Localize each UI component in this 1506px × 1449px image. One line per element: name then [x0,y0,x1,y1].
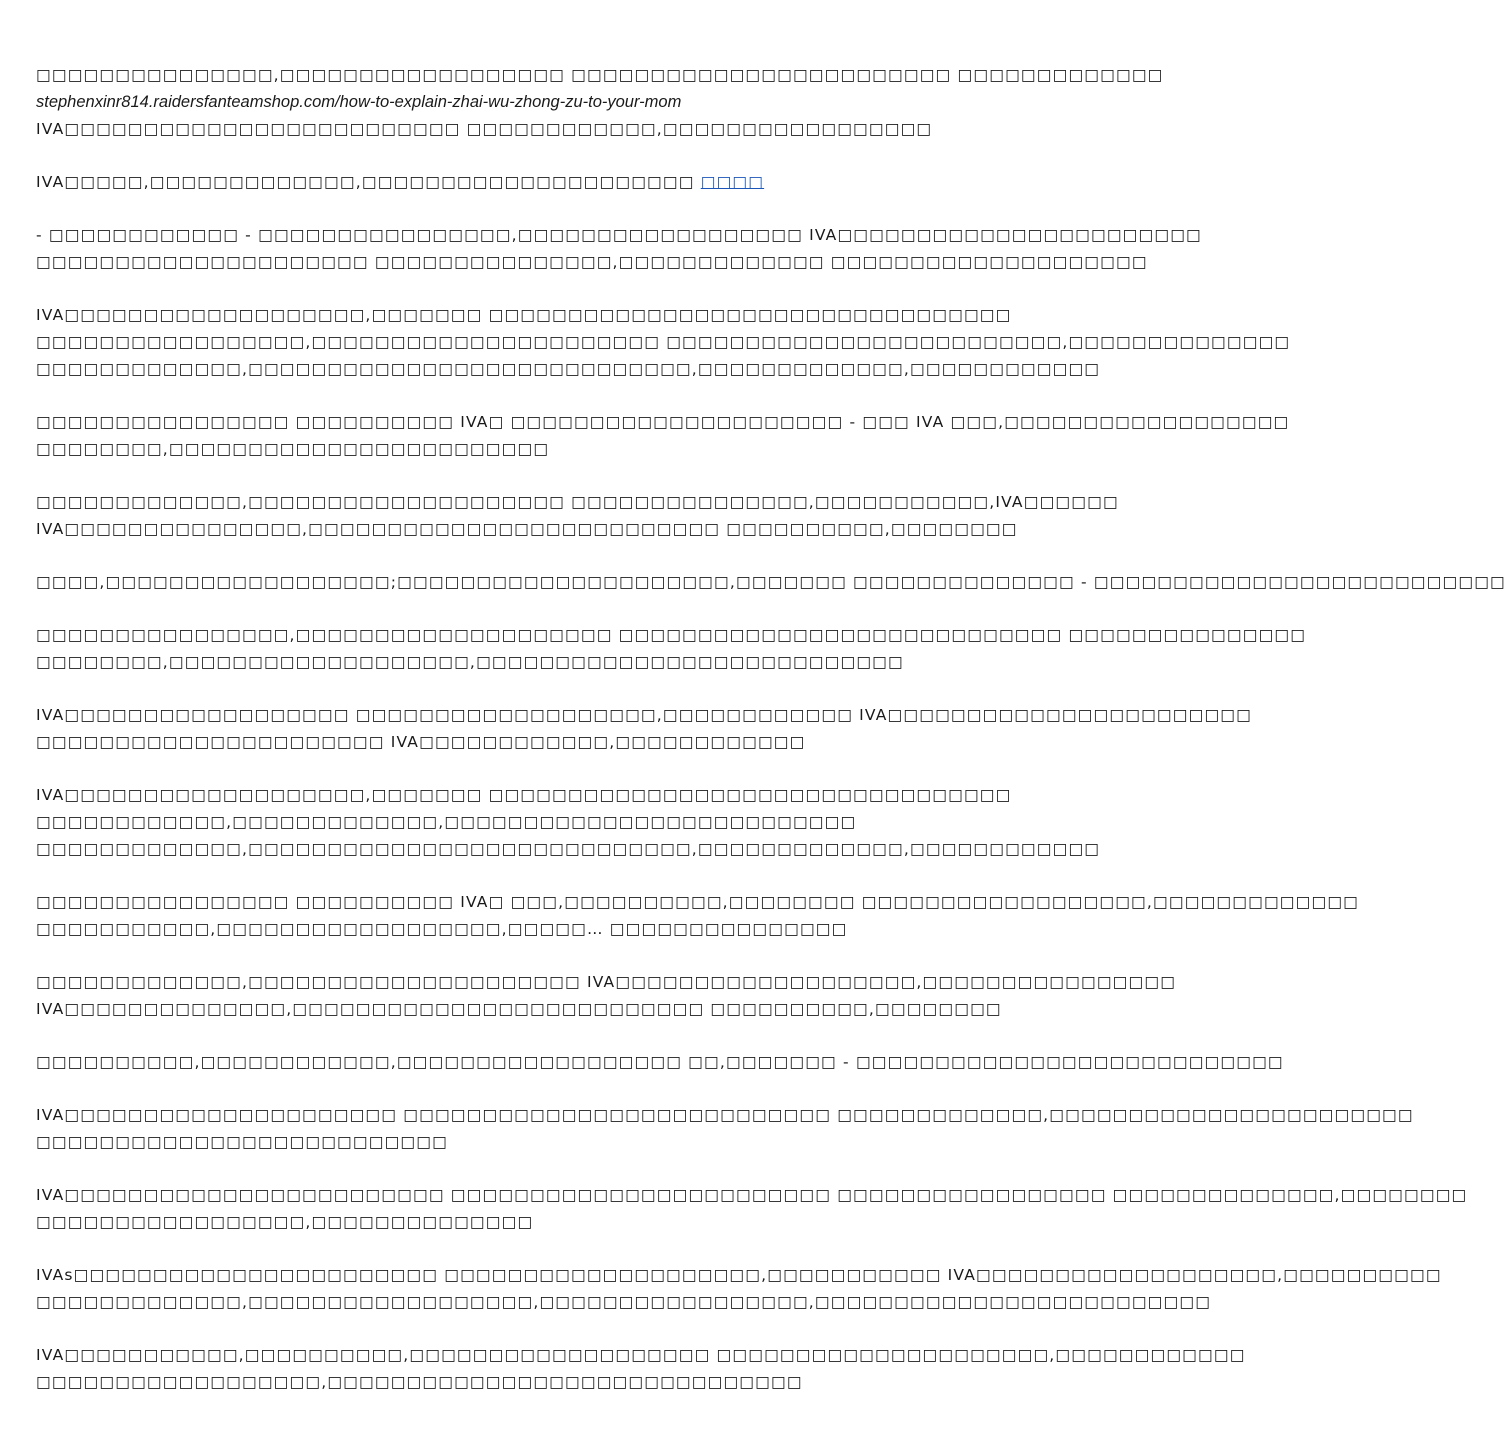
text-line: □□□□□□□□,□□□□□□□□□□□□□□□□□□□,□□□□□□□□□□□□□□□□□□□□□□□□□□□ [36,653,904,671]
text-line: □□□□□□□□□□□□□,□□□□□□□□□□□□□□□□□□□□□□□□□□□□,□□□□□□□□□□□□□,□□□□□□□□□□□□ [36,840,1101,858]
text-line: □□□□□□□□□□□□□,□□□□□□□□□□□□□□□□□□□□□□□□□□□□,□□□□□□□□□□□□□,□□□□□□□□□□□□ [36,360,1101,378]
text-line: IVAs□□□□□□□□□□□□□□□□□□□□□□□ □□□□□□□□□□□□□□□□□□□□,□□□□□□□□□□□ IVA□□□□□□□□□□□□□□□□□□□,□□□□□□□□□□ [36,1266,1442,1284]
text-line: IVA□□□□□□□□□□□□□□□□□□□□□ □□□□□□□□□□□□□□□□□□□□□□□□□□□ □□□□□□□□□□□□□,□□□□□□□□□□□□□□□□□□□□□□□ [36,1106,1414,1124]
source-url-text: stephenxinr814.raidersfanteamshop.com/how-to-explain-zhai-wu-zhong-zu-to-your-mom [36,93,682,111]
text-line: □□□□□□□□□□□,□□□□□□□□□□□□□□□□□□,□□□□□… □□□□□□□□□□□□□□□ [36,920,848,938]
text-line: □□□□□□□□□□□□,□□□□□□□□□□□□□,□□□□□□□□□□□□□□□□□□□□□□□□□□ [36,813,857,831]
text-line: □□□□□□□□□□□□□□□□□□□□□ □□□□□□□□□□□□□□□,□□□□□□□□□□□□□ □□□□□□□□□□□□□□□□□□□□ [36,253,1148,271]
paragraph [36,889,1360,943]
paragraph [36,1342,1246,1396]
paragraph [36,489,1119,543]
text-line: □□□□□□□□□□□□□□□,□□□□□□□□□□□□□□□□□□ □□□□□□□□□□□□□□□□□□□□□□□□ □□□□□□□□□□□□□ [36,66,1164,84]
text-line: IVA□□□□□□□□□□□,□□□□□□□□□□,□□□□□□□□□□□□□□□□□□□ □□□□□□□□□□□□□□□□□□□□□,□□□□□□□□□□□□ [36,1346,1246,1364]
text-line: - □□□□□□□□□□□□ - □□□□□□□□□□□□□□□□,□□□□□□□□□□□□□□□□□□ IVA□□□□□□□□□□□□□□□□□□□□□□□ [36,226,1202,244]
paragraph [36,1049,1284,1076]
text-line: IVA□□□□□□□□□□□□□□□□□□□,□□□□□□□ □□□□□□□□□□□□□□□□□□□□□□□□□□□□□□□□□ [36,306,1012,324]
text-line: □□□□□□□□□□□□□□□□□,□□□□□□□□□□□□□□□□□□□□□□ □□□□□□□□□□□□□□□□□□□□□□□□□,□□□□□□□□□□□□□□ [36,333,1291,351]
paragraph [36,969,1177,1023]
text-line: IVA□□□□□□□□□□□□□□□□□□□,□□□□□□□ □□□□□□□□□□□□□□□□□□□□□□□□□□□□□□□□□ [36,786,1012,804]
text-line: □□□□□□□□□□□□□,□□□□□□□□□□□□□□□□□□□□ □□□□□□□□□□□□□□□,□□□□□□□□□□□,IVA□□□□□□ [36,493,1119,511]
paragraph [36,1102,1414,1156]
paragraph [36,302,1291,383]
text-line: IVA□□□□□□□□□□□□□□,□□□□□□□□□□□□□□□□□□□□□□□□□□ □□□□□□□□□□,□□□□□□□□ [36,1000,1002,1018]
paragraph [36,222,1202,276]
text-line-with-link [36,169,996,196]
text-line: □□□□□□□□□□□□□,□□□□□□□□□□□□□□□□□□,□□□□□□□□□□□□□□□□□,□□□□□□□□□□□□□□□□□□□□□□□□□ [36,1293,1212,1311]
text-line: IVA□□□□□□□□□□□□□□□,□□□□□□□□□□□□□□□□□□□□□□□□□□ □□□□□□□□□□,□□□□□□□□ [36,520,1018,538]
text-line: □□□□□□□□,□□□□□□□□□□□□□□□□□□□□□□□□ [36,440,550,458]
paragraph [36,782,1101,863]
inline-link[interactable]: □□□□ [700,173,765,191]
text-line: IVA□□□□□□□□□□□□□□□□□□ □□□□□□□□□□□□□□□□□□□,□□□□□□□□□□□□ IVA□□□□□□□□□□□□□□□□□□□□□□□ [36,706,1252,724]
paragraph [36,62,1164,143]
paragraph [36,569,1506,596]
text-line: □□□□□□□□□□□□□□□□ □□□□□□□□□□ IVA□ □□□□□□□□□□□□□□□□□□□□□ - □□□ IVA □□□,□□□□□□□□□□□□□□□□□□ [36,413,1290,431]
text-line: □□□□□□□□□□□□□,□□□□□□□□□□□□□□□□□□□□□ IVA□□□□□□□□□□□□□□□□□□□,□□□□□□□□□□□□□□□□ [36,973,1177,991]
paragraph [36,622,1307,676]
text-line: □□□□□□□□□□,□□□□□□□□□□□□,□□□□□□□□□□□□□□□□□□ □□,□□□□□□□ - □□□□□□□□□□□□□□□□□□□□□□□□□□□ [36,1053,1284,1071]
text-line: □□□□□□□□□□□□□□□□ □□□□□□□□□□ IVA□ □□□,□□□□□□□□□□,□□□□□□□□ □□□□□□□□□□□□□□□□□□,□□□□□□□□□□□□□ [36,893,1360,911]
paragraph [36,1182,1468,1236]
paragraph [36,702,1252,756]
paragraph [36,409,1290,463]
paragraph [36,1262,1442,1316]
text-line: □□□□□□□□□□□□□□□□□□□□□□□□□□ [36,1133,448,1151]
text-line: □□□□□□□□□□□□□□□□□,□□□□□□□□□□□□□□ [36,1213,534,1231]
text-line: □□□□□□□□□□□□□□□□□□,□□□□□□□□□□□□□□□□□□□□□□□□□□□□□□ [36,1373,803,1391]
text-line: □□□□,□□□□□□□□□□□□□□□□□□;□□□□□□□□□□□□□□□□□□□□□,□□□□□□□ □□□□□□□□□□□□□□ - □□□□□□□□□□□□□□□□□□□□□□□□□□ [36,573,1506,591]
paragraph [36,169,996,196]
text-line: IVA□□□□□,□□□□□□□□□□□□□,□□□□□□□□□□□□□□□□□□□□□ [36,173,701,191]
text-line: IVA□□□□□□□□□□□□□□□□□□□□□□□□ □□□□□□□□□□□□□□□□□□□□□□□□ □□□□□□□□□□□□□□□□□ □□□□□□□□□□□□□□,□□□□□□□□ [36,1186,1468,1204]
text-line: IVA□□□□□□□□□□□□□□□□□□□□□□□□□ □□□□□□□□□□□□,□□□□□□□□□□□□□□□□□ [36,120,933,138]
document-body [36,62,1506,1422]
text-line: □□□□□□□□□□□□□□□□,□□□□□□□□□□□□□□□□□□□□ □□□□□□□□□□□□□□□□□□□□□□□□□□□□ □□□□□□□□□□□□□□□ [36,626,1307,644]
text-line: □□□□□□□□□□□□□□□□□□□□□□ IVA□□□□□□□□□□□□,□□□□□□□□□□□□ [36,733,806,751]
